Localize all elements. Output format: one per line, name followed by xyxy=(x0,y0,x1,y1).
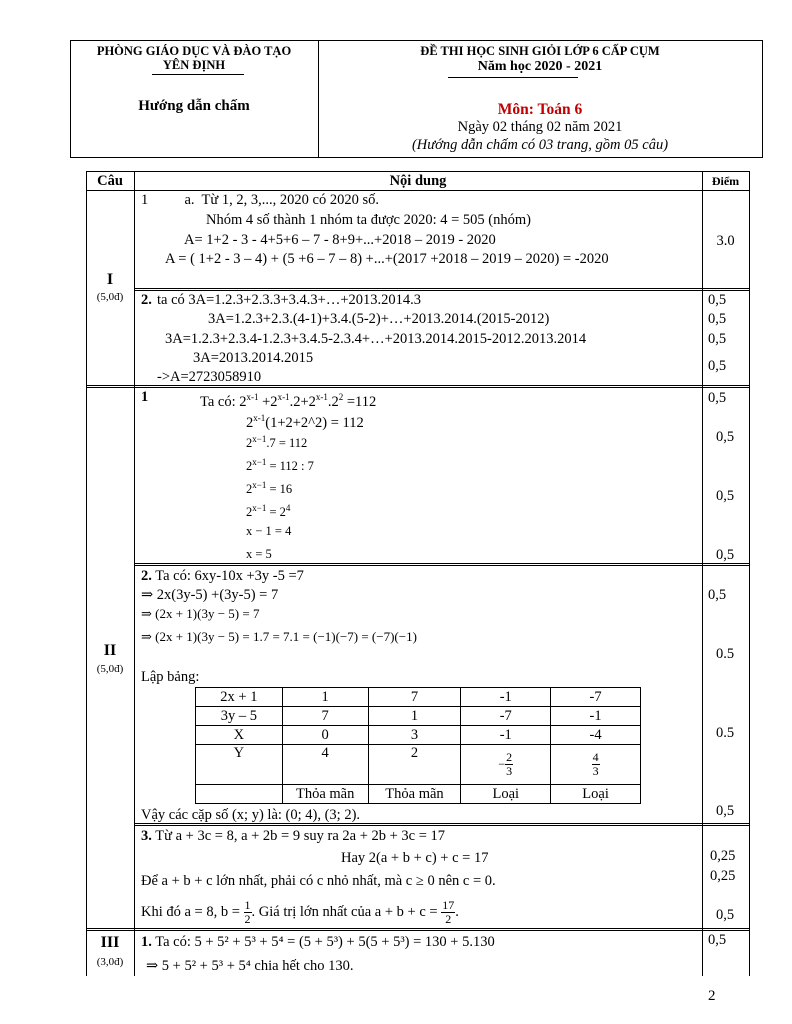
table-row xyxy=(196,745,641,785)
content-line: ⇒ (2x + 1)(3y − 5) = 7 xyxy=(141,606,260,621)
content-line: $2^{x-1} = 16$ xyxy=(246,480,293,497)
question-points-2: (5,0đ) xyxy=(96,663,124,675)
table-row xyxy=(196,726,641,745)
fraction: $\frac{1}{2}$ xyxy=(244,898,251,927)
content-text: Từ a + 3c = 8, a + 2b = 9 suy ra 2a + 2b + 3c = 17 xyxy=(155,828,446,844)
minus-sign: − xyxy=(498,757,506,771)
school-year: Năm học 2020 - 2021 xyxy=(477,59,603,74)
page-number: 2 xyxy=(708,988,716,1004)
fraction: $\frac{2}{3}$ xyxy=(506,750,513,778)
score: 0.5 xyxy=(716,725,735,741)
content-text: = 16 xyxy=(269,482,293,497)
document-title: Hướng dẫn chấm xyxy=(138,98,250,114)
content-text: .7 = 112 xyxy=(266,436,308,451)
table-row xyxy=(196,688,641,707)
table-row xyxy=(196,707,641,726)
content-line: ⇒ 2x(3y-5) +(3y-5) = 7 xyxy=(141,587,279,603)
table-cell: 7 xyxy=(368,688,461,707)
score: 0,5 xyxy=(708,932,727,948)
content-text: Khi đó a = 8, b = xyxy=(141,904,240,920)
content-text: Ta có: 5 + 5² + 5³ + 5⁴ = (5 + 5³) + 5(5 + 5³) = 130 + 5.130 xyxy=(155,934,495,950)
solution-table xyxy=(195,687,641,804)
content-line: ⇒ 5 + 5² + 5³ + 5⁴ chia hết cho 130. xyxy=(146,958,354,974)
table-cell: -1 xyxy=(461,726,551,745)
table-cell: Thỏa mãn xyxy=(368,785,461,804)
content-line xyxy=(141,827,445,845)
col-header-question: Câu xyxy=(97,173,123,189)
content-text: Ta có: xyxy=(200,393,236,410)
table-cell: Loại xyxy=(551,785,641,804)
content-line: ->A=2723058910 xyxy=(157,369,262,385)
score: 0,5 xyxy=(708,390,727,406)
content-line: A= 1+2 - 3 - 4+5+6 – 7 - 8+9+...+2018 – 2019 - 2020 xyxy=(184,232,496,248)
content-line: $2^{x-1}.7 = 112$ xyxy=(246,434,308,451)
subject: Môn: Toán 6 xyxy=(497,101,583,118)
score: 0,5 xyxy=(708,311,727,327)
content-line: $2^{x-1}(1+2+2\^{}2) = 112$ xyxy=(246,413,364,431)
content-line: Khi đó a = 8, b = $\frac{1}{2}$ . Giá trị lớn nhất của a + b + c = $\frac{17}{2}$ . xyxy=(141,898,459,927)
content-text: = 112 : 7 xyxy=(269,459,314,474)
department-name: PHÒNG GIÁO DỤC VÀ ĐÀO TẠO xyxy=(96,44,292,58)
table-cell: 3 xyxy=(368,726,461,745)
grading-note: (Hướng dẫn chấm có 03 trang, gồm 05 câu) xyxy=(411,137,669,153)
exam-date: Ngày 02 tháng 02 năm 2021 xyxy=(457,119,623,135)
score: 0,5 xyxy=(716,429,735,445)
content-text: . Giá trị lớn nhất của a + b + c = xyxy=(251,904,438,920)
part-number: 2. xyxy=(141,568,152,584)
score: 0,5 xyxy=(708,587,727,603)
content-line: 1 a. Từ 1, 2, 3,..., 2020 có 2020 số. xyxy=(141,192,379,208)
table-cell: Thỏa mãn xyxy=(282,785,368,804)
content-line xyxy=(141,567,304,585)
question-label-3: III xyxy=(100,934,120,951)
content-text: (1+2+2^2) = 112 xyxy=(265,414,364,431)
question-label-1: I xyxy=(106,271,114,288)
table-cell: -1 xyxy=(461,688,551,707)
content-line: $2^{x-1} = 112$ : 7 xyxy=(246,457,314,474)
content-line: Lập bảng: xyxy=(141,669,200,685)
score: 0,5 xyxy=(708,292,727,308)
question-points-1: (5,0đ) xyxy=(96,291,124,303)
col-header-score: Điểm xyxy=(711,174,740,188)
part-number: 1. xyxy=(141,934,152,950)
district-name: YÊN ĐỊNH xyxy=(162,58,226,72)
content-line: Nhóm 4 số thành 1 nhóm ta được 2020: 4 = 505 (nhóm) xyxy=(206,212,531,228)
score: 0,5 xyxy=(708,331,727,347)
table-cell xyxy=(196,785,283,804)
part-number: 2. xyxy=(141,292,152,308)
part-number: 3. xyxy=(141,828,152,844)
score: 0,5 xyxy=(716,547,735,563)
score: 0,5 xyxy=(716,488,735,504)
content-line: 3A=1.2.3+2.3.4-1.2.3+3.4.5-2.3.4+…+2013.2014.2015-2012.2013.2014 xyxy=(165,331,587,347)
table-cell: X xyxy=(196,726,283,745)
score: 0.5 xyxy=(716,646,735,662)
table-cell: Loại xyxy=(461,785,551,804)
score: 3.0 xyxy=(716,233,735,249)
score: 0,5 xyxy=(716,803,735,819)
table-cell: 7 xyxy=(282,707,368,726)
table-cell: -1 xyxy=(551,707,641,726)
table-cell: -7 xyxy=(551,688,641,707)
content-line xyxy=(141,933,495,951)
fraction: $\frac{17}{2}$ xyxy=(442,898,455,927)
content-line: Hay 2(a + b + c) + c = 17 xyxy=(341,850,489,866)
table-cell: Y xyxy=(196,745,283,785)
content-line: x − 1 = 4 xyxy=(246,524,292,538)
table-cell: 1 xyxy=(282,688,368,707)
table-cell: 4 xyxy=(282,745,368,785)
content-line: Để a + b + c lớn nhất, phải có c nhỏ nhất, mà c ≥ 0 nên c = 0. xyxy=(141,873,496,889)
score: 0,5 xyxy=(716,907,735,923)
content-line: Vậy các cặp số (x; y) là: (0; 4), (3; 2). xyxy=(141,807,361,823)
table-cell xyxy=(461,745,551,785)
score: 0,5 xyxy=(708,358,727,374)
score: 0,25 xyxy=(710,868,736,884)
table-cell: 3y – 5 xyxy=(196,707,283,726)
content-line: 3A=2013.2014.2015 xyxy=(193,350,314,366)
exam-title: ĐỀ THI HỌC SINH GIỎI LỚP 6 CẤP CỤM xyxy=(420,44,660,58)
content-line: A = ( 1+2 - 3 – 4) + (5 +6 – 7 – 8) +...+(2017 +2018 – 2019 – 2020) = -2020 xyxy=(165,251,609,267)
question-points-3: (3,0đ) xyxy=(96,956,124,968)
question-label-2: II xyxy=(103,642,117,659)
table-cell: 2 xyxy=(368,745,461,785)
table-cell: 0 xyxy=(282,726,368,745)
part-number: 1 xyxy=(141,389,149,405)
content-line: ⇒ (2x + 1)(3y − 5) = 1.7 = 7.1 = (−1)(−7) = (−7)(−1) xyxy=(141,629,417,644)
table-cell: -4 xyxy=(551,726,641,745)
fraction: $\frac{4}{3}$ xyxy=(592,750,599,778)
content-line: 3A=1.2.3+2.3.(4-1)+3.4.(5-2)+…+2013.2014.(2015-2012) xyxy=(208,311,550,327)
content-line: Ta có: $2^{x-1} +2^{x-1}.2+2^{x-1}.2^2 =112$ xyxy=(200,392,377,410)
table-cell: 2x + 1 xyxy=(196,688,283,707)
score: 0,25 xyxy=(710,848,736,864)
table-row xyxy=(196,785,641,804)
table-cell: -7 xyxy=(461,707,551,726)
content-line: $2^{x-1} = 2^4$ xyxy=(246,503,291,520)
col-header-content: Nội dung xyxy=(389,173,447,189)
content-line: x = 5 xyxy=(246,547,272,561)
table-cell: 1 xyxy=(368,707,461,726)
content-text: Ta có: 6xy-10x +3y -5 =7 xyxy=(155,568,304,584)
content-line: ta có 3A=1.2.3+2.3.3+3.4.3+…+2013.2014.3 xyxy=(157,292,422,308)
table-cell xyxy=(551,745,641,785)
